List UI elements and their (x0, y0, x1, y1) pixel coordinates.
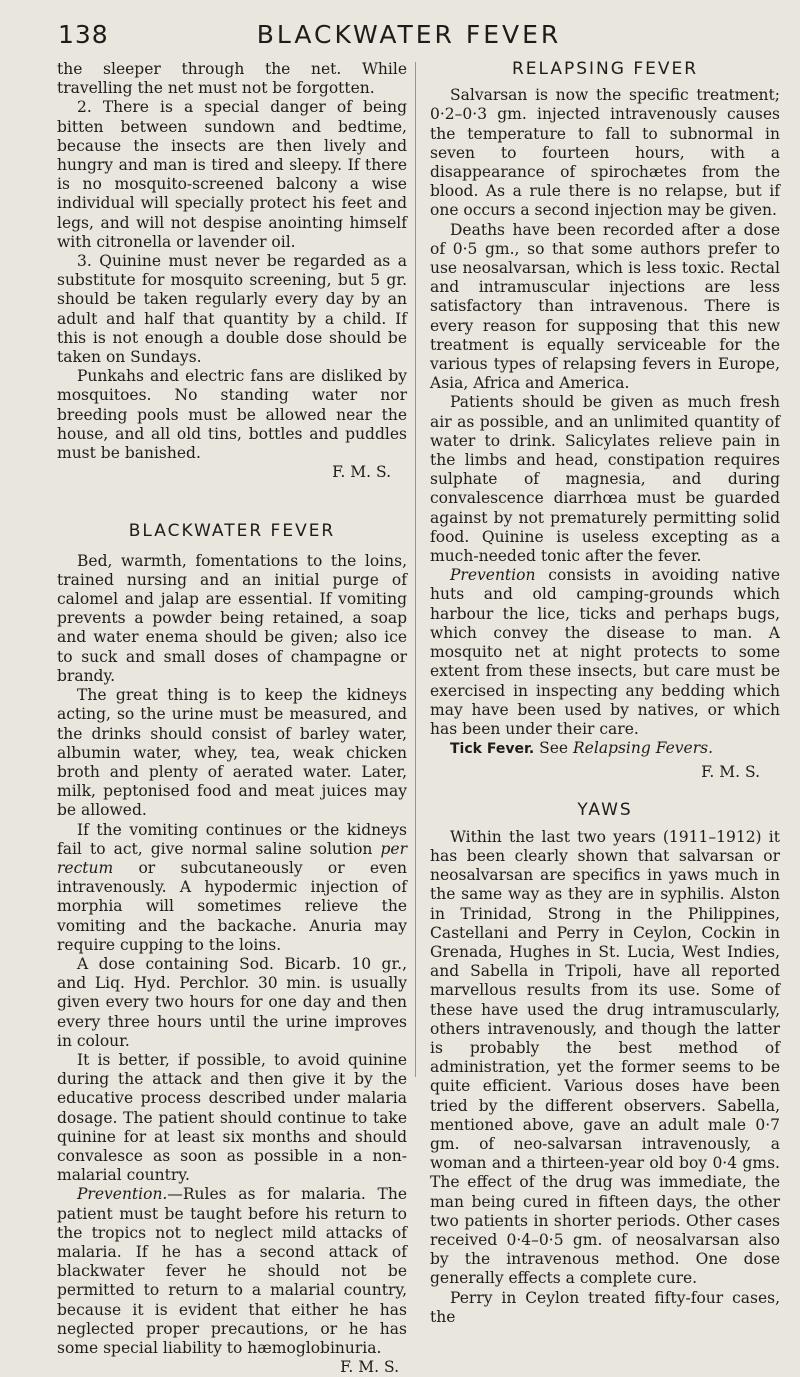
cross-reference-target: Relapsing Fevers. (573, 739, 714, 758)
paragraph-patients: Patients should be given as much fresh air as possible, and an unlimited quantity of water to drink. Salicylates relieve pain in the limbs and head, constipation requires sulphate of magnesia, and during convalescence diarrhœa must be guarded against by not prematurely permitting solid food. Quinine is useless excepting as a much-needed tonic after the fever. (430, 393, 780, 566)
prevention-label: Prevention. (77, 1185, 168, 1204)
signature-initials: F. M. S. (701, 763, 760, 782)
signature-initials: F. M. S. (340, 1358, 399, 1377)
paragraph-vomiting (57, 821, 407, 955)
paragraph-deaths: Deaths have been recorded after a dose of 0·5 gm., so that some authors prefer to use neosalvarsan, which is less toxic. Rectal and intramuscular injections are less satisfactory than intravenous. There is every reason for supposing that this new treatment is equally serviceable for the various types of relapsing fevers in Europe, Asia, Africa and America. (430, 220, 780, 393)
paragraph-prevention-relapsing (430, 566, 780, 739)
running-title: BLACKWATER FEVER (256, 20, 562, 49)
vomiting-text-a: If the vomiting continues or the kidneys fail to act, give normal saline solution (57, 820, 407, 858)
paragraph-kidneys: The great thing is to keep the kidneys acting, so the urine must be measured, and the drinks should consist of barley water, albumin water, whey, tea, weak chicken broth and plenty of aerated water. Later, milk, peptonised food and meat juices may be allowed. (57, 686, 407, 820)
paragraph-tick-fever (430, 739, 780, 759)
vomiting-text-b: or subcutaneously or even intravenously. A hypodermic injection of morphia will sometimes relieve the vomiting and the backache. Anuria may require cupping to the loins. (57, 858, 407, 954)
section-heading-blackwater: BLACKWATER FEVER (128, 521, 336, 542)
paragraph-punkahs (57, 367, 407, 482)
running-head (58, 20, 760, 54)
paragraph-bed-warmth: Bed, warmth, fomentations to the loins, trained nursing and an initial purge of calomel and jalap are essential. If vomiting prevents a powder being retained, a soap and water enema should be given; also ice to suck and small doses of champagne or brandy. (57, 551, 407, 685)
prevention-text: consists in avoiding native huts and old camping-grounds which harbour the lice, ticks and perhaps bugs, which convey the disease to man. A mosquito net at night protects to some extent from these insects, but care must be exercised in inspecting any bedding which may have been used by natives, or which has been under their care. (430, 566, 780, 738)
right-column (430, 60, 780, 1327)
paragraph-quinine: It is better, if possible, to avoid quinine during the attack and then give it by the educative process described under malaria dosage. The patient should continue to take quinine for at least six months and should convalesce as soon as possible in a non-malarial country. (57, 1050, 407, 1185)
left-column (57, 60, 407, 1377)
section-heading-relapsing: RELAPSING FEVER (511, 59, 699, 79)
paragraph-perry: Perry in Ceylon treated fifty-four cases, the (430, 1288, 780, 1326)
paragraph-continuation: the sleeper through the net. While travelling the net must not be forgotten. (57, 60, 407, 98)
punkahs-text: Punkahs and electric fans are disliked by mosquitoes. No standing water nor breeding pools must be allowed near the house, and all old tins, bottles and puddles must be banished. (57, 367, 407, 463)
prevention-label: Prevention (450, 566, 536, 585)
prevention-text: —Rules as for malaria. The patient must be taught before his return to the tropics not to neglect mild attacks of malaria. If he has a second attack of blackwater fever he should not be permitted to return to a malarial country, because it is evident that either he has neglected proper precautions, or he has some special liability to hæmoglobinuria. (57, 1185, 407, 1357)
paragraph-point-3: 3. Quinine must never be regarded as a substitute for mosquito screening, but 5 gr. should be taken regularly every day by an adult and half that quantity by a child. If this is not enough a double dose should be taken on Sundays. (57, 252, 407, 367)
cross-reference-see: See (539, 739, 574, 758)
paragraph-yaws: Within the last two years (1911–1912) it has been clearly shown that salvarsan or neosalvarsan are specifics in yaws much in the same way as they are in syphilis. Alston in Trinidad, Strong in the Philippines, Castellani and Perry in Ceylon, Cockin in Grenada, Hughes in St. Lucia, West Indies, and Sabella in Tripoli, have all reported marvellous results from its use. Some of these have used the drug intramuscularly, others intravenously, and though the latter is probably the best method of administration, yet the former seems to be quite efficient. Various doses have been tried by the different observers. Sabella, mentioned above, gave an adult male 0·7 gm. of neo-salvarsan intravenously, a woman and a thirteen-year old boy 0·4 gms. The effect of the drug was immediate, the man being cured in fifteen days, the other two patients in shorter periods. Other cases received 0·4–0·5 gm. of neosalvarsan also by the intravenous method. One dose generally effects a complete cure. (430, 827, 780, 1288)
signature-initials: F. M. S. (332, 463, 391, 482)
column-divider (415, 62, 416, 1077)
paragraph-prevention (57, 1185, 407, 1377)
italic-per-rectum: per rectum (57, 839, 407, 877)
paragraph-salvarsan: Salvarsan is now the specific treatment; 0·2–0·3 gm. injected intravenously causes the temperature to fall to subnormal in seven to fourteen hours, with a disappearance of spirochætes from the blood. As a rule there is no relapse, but if one occurs a second injection may be given. (430, 86, 780, 220)
tick-fever-label: Tick Fever. (450, 741, 535, 758)
paragraph-dose: A dose containing Sod. Bicarb. 10 gr., and Liq. Hyd. Perchlor. 30 min. is usually given every two hours for one day and then every three hours until the urine improves in colour. (57, 954, 407, 1050)
section-heading-yaws: YAWS (577, 799, 633, 820)
paragraph-point-2: 2. There is a special danger of being bitten between sundown and bedtime, because the insects are then lively and hungry and man is tired and sleepy. If there is no mosquito-screened balcony a wise individual will specially protect his feet and legs, and will not despise anointing himself with citronella or lavender oil. (57, 98, 407, 251)
page-number: 138 (58, 20, 109, 49)
